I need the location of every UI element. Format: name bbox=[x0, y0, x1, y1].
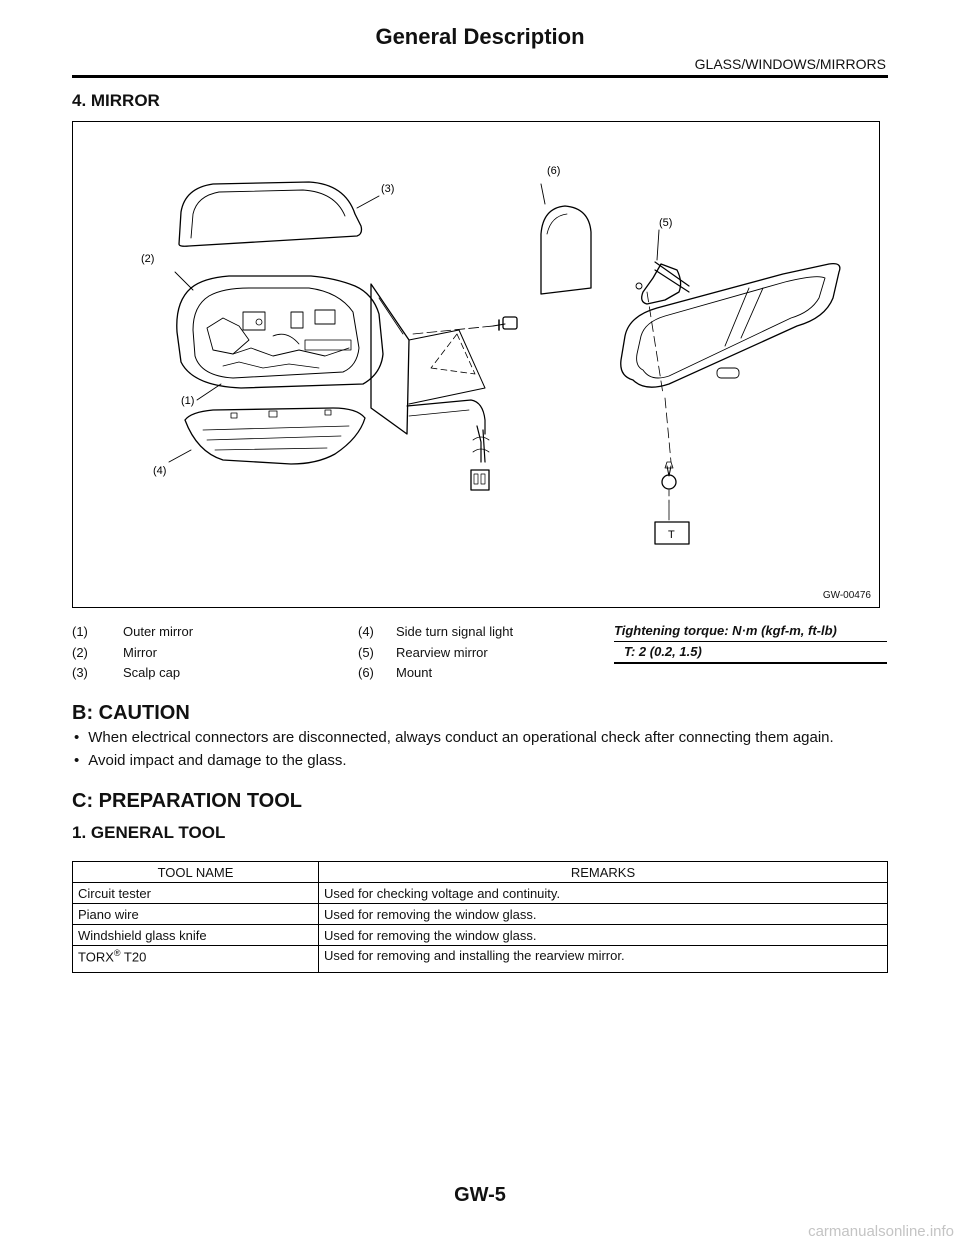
general-tool-heading: 1. GENERAL TOOL bbox=[72, 823, 226, 842]
tool-remarks: Used for removing and installing the rearview mirror. bbox=[319, 946, 888, 973]
legend-label: Scalp cap bbox=[123, 665, 181, 680]
header-tool-name: TOOL NAME bbox=[73, 862, 319, 883]
legend-label: Mirror bbox=[123, 644, 157, 660]
mount-drawing bbox=[541, 206, 591, 294]
table-row bbox=[73, 883, 888, 904]
tool-name: Windshield glass knife bbox=[73, 925, 319, 946]
table-header-row bbox=[73, 862, 888, 883]
legend-item bbox=[358, 643, 513, 664]
registered-mark: ® bbox=[113, 948, 121, 958]
preparation-heading: C: PREPARATION TOOL bbox=[72, 790, 302, 812]
caution-heading: B: CAUTION bbox=[72, 702, 190, 724]
callout-5: (5) bbox=[659, 217, 673, 229]
caution-list bbox=[72, 728, 888, 774]
legend-num: (3) bbox=[72, 665, 88, 680]
table-row bbox=[73, 946, 888, 973]
bolt-drawing bbox=[493, 317, 517, 330]
page-number: GW-5 bbox=[454, 1184, 506, 1206]
legend-num: (5) bbox=[358, 644, 374, 660]
callout-2: (2) bbox=[141, 253, 155, 265]
general-tool-table bbox=[72, 861, 888, 973]
legend-label: Outer mirror bbox=[123, 624, 194, 639]
outer-mirror-drawing bbox=[177, 276, 383, 388]
torque-value: T: 2 (0.2, 1.5) bbox=[614, 642, 887, 664]
legend-item bbox=[72, 663, 193, 684]
legend-num: (4) bbox=[358, 624, 374, 639]
caution-bullet: • Avoid impact and damage to the glass. bbox=[72, 751, 888, 771]
header-rule bbox=[72, 75, 888, 78]
table-row bbox=[73, 925, 888, 946]
callout-t: T bbox=[668, 529, 675, 541]
legend-num: (6) bbox=[358, 665, 374, 680]
watermark: carmanualsonline.info bbox=[808, 1223, 954, 1240]
tool-name-brand: TORX bbox=[78, 949, 114, 965]
turn-signal-drawing bbox=[185, 408, 365, 464]
page-title: General Description bbox=[375, 24, 585, 49]
tool-name bbox=[73, 946, 319, 973]
legend-item bbox=[72, 643, 193, 664]
torque-spec bbox=[614, 621, 887, 664]
mirror-heading: 4. MIRROR bbox=[72, 91, 160, 110]
header-remarks: REMARKS bbox=[319, 862, 888, 883]
legend-num: (2) bbox=[72, 644, 88, 660]
legend-label: Side turn signal light bbox=[396, 624, 514, 639]
callout-3: (3) bbox=[381, 183, 395, 195]
rearview-mirror-drawing bbox=[621, 262, 840, 462]
tool-remarks: Used for checking voltage and continuity. bbox=[319, 883, 888, 904]
mirror-base-drawing bbox=[371, 284, 493, 434]
tool-remarks: Used for removing the window glass. bbox=[319, 925, 888, 946]
legend-label: Mount bbox=[396, 665, 433, 680]
legend-col-2 bbox=[358, 622, 513, 684]
legend-col-1 bbox=[72, 622, 193, 684]
section-name: GLASS/WINDOWS/MIRRORS bbox=[694, 56, 886, 72]
tool-remarks: Used for removing the window glass. bbox=[319, 904, 888, 925]
legend-item bbox=[72, 622, 193, 643]
legend-item bbox=[358, 622, 513, 643]
tool-name: Piano wire bbox=[73, 904, 319, 925]
tool-name: Circuit tester bbox=[73, 883, 319, 904]
caution-bullet: • When electrical connectors are disconnected, always conduct an operational check after connecting them again. bbox=[72, 728, 888, 748]
callout-1: (1) bbox=[181, 395, 195, 407]
mirror-figure bbox=[72, 121, 880, 608]
torx-screw-drawing bbox=[662, 462, 676, 520]
connector-drawing bbox=[471, 426, 489, 490]
tool-name-suffix: T20 bbox=[120, 949, 147, 965]
callout-6: (6) bbox=[547, 165, 561, 177]
callout-4: (4) bbox=[153, 465, 167, 477]
legend-item bbox=[358, 663, 513, 684]
torque-heading: Tightening torque: N·m (kgf-m, ft-lb) bbox=[614, 621, 887, 642]
figure-code: GW-00476 bbox=[822, 590, 871, 601]
scalp-cap-drawing bbox=[179, 182, 362, 246]
table-row bbox=[73, 904, 888, 925]
callout-leaders bbox=[169, 184, 659, 462]
legend-label: Rearview mirror bbox=[396, 644, 488, 660]
legend-num: (1) bbox=[72, 624, 88, 639]
